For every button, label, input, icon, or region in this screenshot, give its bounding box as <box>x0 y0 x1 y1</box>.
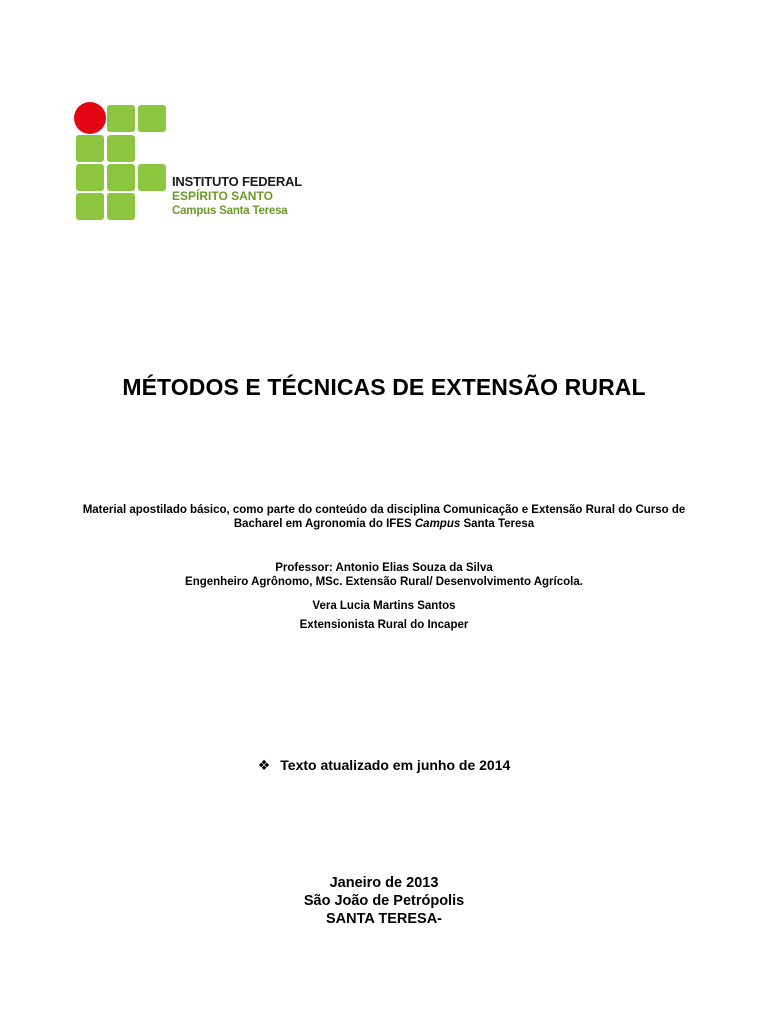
description-campus-italic: Campus <box>414 518 461 530</box>
coauthor-name: Vera Lucia Martins Santos <box>312 600 456 612</box>
logo-text <box>172 174 302 219</box>
logo-campus-name: Campus Santa Teresa <box>172 205 288 217</box>
update-note-text: Texto atualizado em junho de 2014 <box>280 757 511 773</box>
description-line-2-end: Santa Teresa <box>460 518 535 530</box>
description-line-2-start: Bacharel em Agronomia do IFES <box>233 518 415 530</box>
logo-square <box>76 135 104 162</box>
description-line-2 <box>0 517 768 531</box>
logo-square <box>76 164 104 191</box>
logo-square <box>138 164 166 191</box>
coauthor-role: Extensionista Rural do Incaper <box>299 619 469 631</box>
document-title: MÉTODOS E TÉCNICAS DE EXTENSÃO RURAL <box>122 374 646 400</box>
logo-square <box>107 164 135 191</box>
logo-square <box>76 193 104 220</box>
logo-square <box>138 105 166 132</box>
ifes-logo <box>74 102 304 224</box>
logo-square <box>107 135 135 162</box>
footer-date: Janeiro de 2013 <box>329 875 439 891</box>
logo-institute-name: INSTITUTO FEDERAL <box>172 174 302 189</box>
logo-red-dot <box>74 102 106 134</box>
logo-grid-icon <box>74 102 168 222</box>
footer-place: São João de Petrópolis <box>303 893 465 909</box>
professor-name: Professor: Antonio Elias Souza da Silva <box>275 562 493 574</box>
update-note <box>0 757 768 774</box>
logo-square <box>107 105 135 132</box>
logo-square <box>107 193 135 220</box>
description-line-1: Material apostilado básico, como parte do conteúdo da disciplina Comunicação e Extensão Rural do Curso de <box>82 504 686 516</box>
professor-block <box>0 561 768 589</box>
footer-block <box>0 874 768 928</box>
footer-city: SANTA TERESA- <box>326 911 442 927</box>
description-block <box>0 503 768 531</box>
diamond-bullet-icon: ❖ <box>257 758 271 774</box>
professor-credentials: Engenheiro Agrônomo, MSc. Extensão Rural/ Desenvolvimento Agrícola. <box>185 576 583 588</box>
logo-state-name: ESPÍRITO SANTO <box>172 189 273 203</box>
